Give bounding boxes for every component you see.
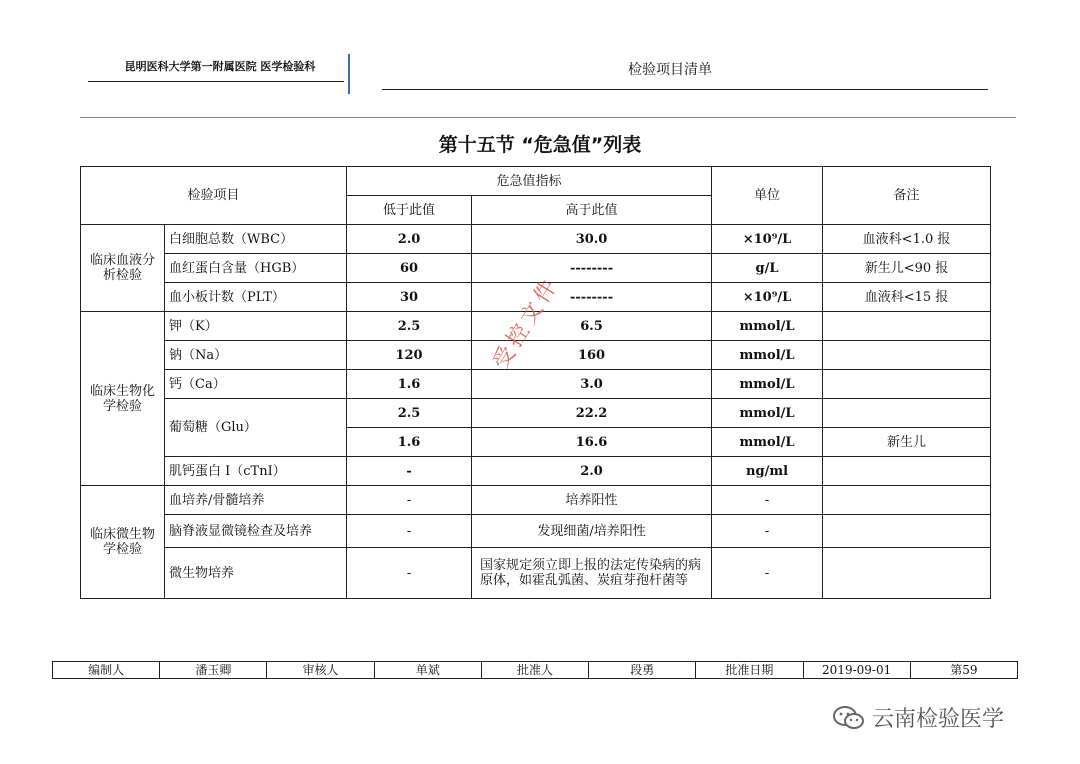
- item-cell: 肌钙蛋白 I（cTnI）: [165, 457, 347, 486]
- header-unit: 单位: [712, 167, 823, 225]
- critical-value-table: [80, 166, 991, 599]
- note-cell: 新生儿<90 报: [823, 254, 991, 283]
- document-title: 检验项目清单: [628, 62, 712, 78]
- header-separator: [80, 117, 1016, 118]
- item-cell: 脑脊液显微镜检查及培养: [165, 515, 347, 548]
- high-cell: 16.6: [472, 428, 712, 457]
- table-row: [81, 486, 991, 515]
- note-cell: [823, 370, 991, 399]
- note-cell: 新生儿: [823, 428, 991, 457]
- high-cell: 160: [472, 341, 712, 370]
- header-high: 高于此值: [472, 196, 712, 225]
- table-row: [81, 515, 991, 548]
- unit-cell: -: [712, 486, 823, 515]
- item-cell: 葡萄糖（Glu）: [165, 399, 347, 457]
- note-cell: [823, 399, 991, 428]
- low-cell: -: [347, 548, 472, 599]
- section-title: 第十五节 “危急值”列表: [438, 134, 642, 156]
- unit-cell: g/L: [712, 254, 823, 283]
- unit-cell: ×10⁹/L: [712, 283, 823, 312]
- item-cell: 血红蛋白含量（HGB）: [165, 254, 347, 283]
- header-item: 检验项目: [81, 167, 347, 225]
- header-divider: [348, 54, 350, 94]
- unit-cell: mmol/L: [712, 341, 823, 370]
- low-cell: 1.6: [347, 370, 472, 399]
- note-cell: [823, 486, 991, 515]
- high-cell: 6.5: [472, 312, 712, 341]
- high-cell: 国家规定须立即上报的法定传染病的病原体，如霍乱弧菌、炭疽芽孢杆菌等: [472, 548, 712, 599]
- category-cell: 临床生物化学检验: [81, 312, 165, 486]
- table-row: [81, 457, 991, 486]
- approval-footer: [52, 661, 1018, 679]
- low-cell: -: [347, 457, 472, 486]
- category-cell: 临床血液分析检验: [81, 225, 165, 312]
- high-cell: --------: [472, 254, 712, 283]
- table-header-row: [81, 167, 991, 196]
- item-cell: 钾（K）: [165, 312, 347, 341]
- item-cell: 血培养/骨髓培养: [165, 486, 347, 515]
- item-cell: 血小板计数（PLT）: [165, 283, 347, 312]
- page-number: 第59: [910, 662, 1017, 679]
- date-label: 批准日期: [696, 662, 803, 679]
- compiler-label: 编制人: [53, 662, 160, 679]
- unit-cell: mmol/L: [712, 428, 823, 457]
- high-cell: 发现细菌/培养阳性: [472, 515, 712, 548]
- header-critical: 危急值指标: [347, 167, 712, 196]
- item-cell: 微生物培养: [165, 548, 347, 599]
- high-cell: 3.0: [472, 370, 712, 399]
- low-cell: 2.0: [347, 225, 472, 254]
- low-cell: 2.5: [347, 312, 472, 341]
- note-cell: 血液科<15 报: [823, 283, 991, 312]
- table-row: [81, 548, 991, 599]
- high-cell: 培养阳性: [472, 486, 712, 515]
- table-row: [81, 370, 991, 399]
- item-cell: 钠（Na）: [165, 341, 347, 370]
- unit-cell: ng/ml: [712, 457, 823, 486]
- hospital-name: 昆明医科大学第一附属医院 医学检验科: [124, 60, 316, 73]
- approver-value: 段勇: [589, 662, 696, 679]
- low-cell: 30: [347, 283, 472, 312]
- high-cell: 30.0: [472, 225, 712, 254]
- note-cell: [823, 548, 991, 599]
- note-cell: [823, 457, 991, 486]
- compiler-value: 潘玉卿: [160, 662, 267, 679]
- unit-cell: mmol/L: [712, 312, 823, 341]
- unit-cell: mmol/L: [712, 399, 823, 428]
- high-cell: 2.0: [472, 457, 712, 486]
- low-cell: 1.6: [347, 428, 472, 457]
- unit-cell: -: [712, 548, 823, 599]
- table-row: [81, 225, 991, 254]
- header-low: 低于此值: [347, 196, 472, 225]
- wechat-watermark: [832, 702, 1004, 733]
- approver-label: 批准人: [481, 662, 588, 679]
- date-value: 2019-09-01: [803, 662, 910, 679]
- table-row: [81, 399, 991, 428]
- wechat-icon: [832, 704, 866, 732]
- low-cell: 60: [347, 254, 472, 283]
- low-cell: -: [347, 486, 472, 515]
- header-rule-right: [382, 89, 988, 90]
- item-cell: 白细胞总数（WBC）: [165, 225, 347, 254]
- note-cell: 血液科<1.0 报: [823, 225, 991, 254]
- reviewer-value: 单斌: [374, 662, 481, 679]
- unit-cell: -: [712, 515, 823, 548]
- note-cell: [823, 341, 991, 370]
- reviewer-label: 审核人: [267, 662, 374, 679]
- unit-cell: mmol/L: [712, 370, 823, 399]
- low-cell: 120: [347, 341, 472, 370]
- controlled-document-stamp: 受控文件: [488, 272, 565, 374]
- high-cell: 22.2: [472, 399, 712, 428]
- unit-cell: ×10⁹/L: [712, 225, 823, 254]
- high-cell: --------: [472, 283, 712, 312]
- watermark-text: 云南检验医学: [872, 707, 1005, 732]
- header-rule-left: [88, 81, 344, 82]
- note-cell: [823, 312, 991, 341]
- table-row: [81, 341, 991, 370]
- category-cell: 临床微生物学检验: [81, 486, 165, 599]
- low-cell: -: [347, 515, 472, 548]
- item-cell: 钙（Ca）: [165, 370, 347, 399]
- note-cell: [823, 515, 991, 548]
- header-note: 备注: [823, 167, 991, 225]
- low-cell: 2.5: [347, 399, 472, 428]
